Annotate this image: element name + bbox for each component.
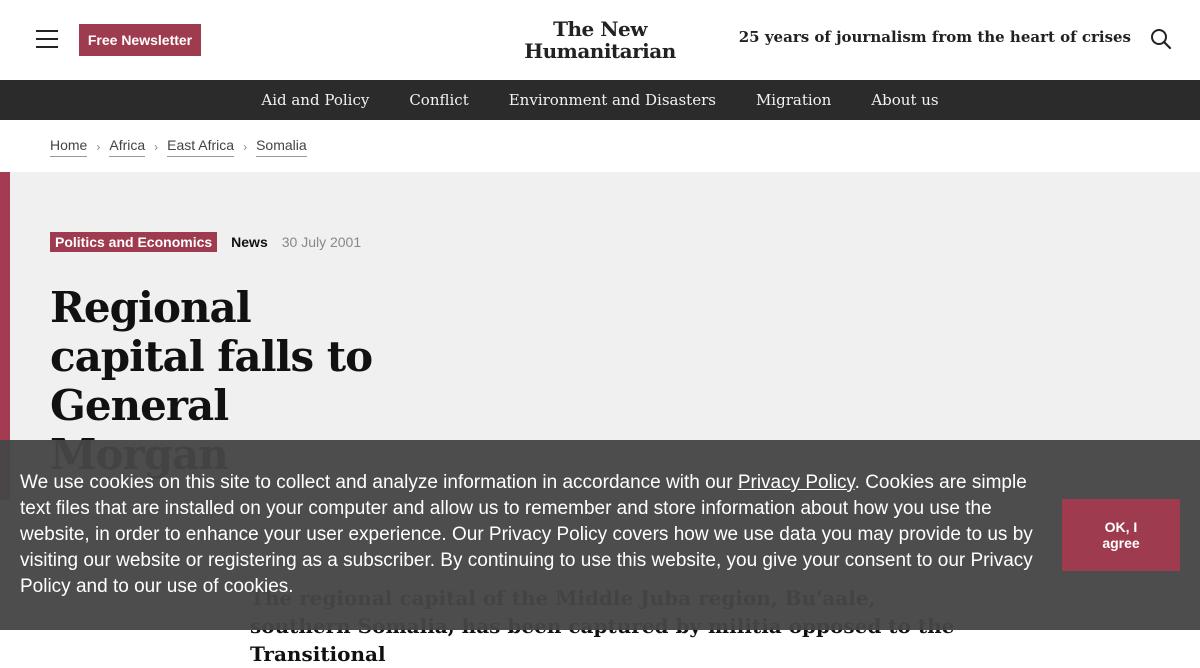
hamburger-menu-icon[interactable] [36,30,58,50]
privacy-policy-link[interactable]: Privacy Policy [737,472,855,493]
free-newsletter-button[interactable]: Free Newsletter [79,24,201,56]
nav-item-about-us[interactable]: About us [871,91,939,109]
site-header [0,0,1200,80]
article-tag[interactable]: Politics and Economics [50,232,217,252]
cookie-text-after: . Cookies are simple text files that are installed on your computer and allow us to remember and store information about how you use the website, in order to enhance your user experience. Our Privacy Policy covers how we use data you may provide to us by visiting our website or registering as a subscriber. By continuing to use this website, you give your consent to our Privacy Policy and to our use of cookies. [20,472,1033,597]
breadcrumb [50,135,307,159]
nav-item-migration[interactable]: Migration [755,91,832,109]
chevron-right-icon: › [154,140,159,154]
site-tagline: 25 years of journalism from the heart of crises [738,28,1131,46]
article-date: 30 July 2001 [281,234,362,250]
chevron-right-icon: › [96,140,101,154]
main-nav [0,80,1200,120]
chevron-right-icon: › [243,140,248,154]
breadcrumb-africa[interactable]: Africa [109,137,145,157]
cookie-agree-button[interactable]: OK, I agree [1062,499,1180,571]
nav-item-conflict[interactable]: Conflict [409,91,469,109]
cookie-text [20,470,1040,600]
site-logo[interactable] [520,18,680,62]
logo-line-1: The New [553,17,647,41]
nav-item-aid-and-policy[interactable]: Aid and Policy [261,91,370,109]
article-type: News [231,234,268,250]
logo-line-2: Humanitarian [524,39,676,63]
breadcrumb-home[interactable]: Home [50,137,87,157]
cookie-text-before: We use cookies on this site to collect and analyze information in accordance with our [20,472,738,493]
breadcrumb-somalia[interactable]: Somalia [256,137,307,157]
article-lede: Transitional [250,642,386,666]
search-icon[interactable] [1150,28,1172,50]
cookie-banner [0,440,1200,630]
article-title: Regional capital falls to General [50,283,373,430]
breadcrumb-east-africa[interactable]: East Africa [167,137,234,157]
nav-item-environment-and-disasters[interactable]: Environment and Disasters [508,91,716,109]
article-meta [50,232,361,252]
